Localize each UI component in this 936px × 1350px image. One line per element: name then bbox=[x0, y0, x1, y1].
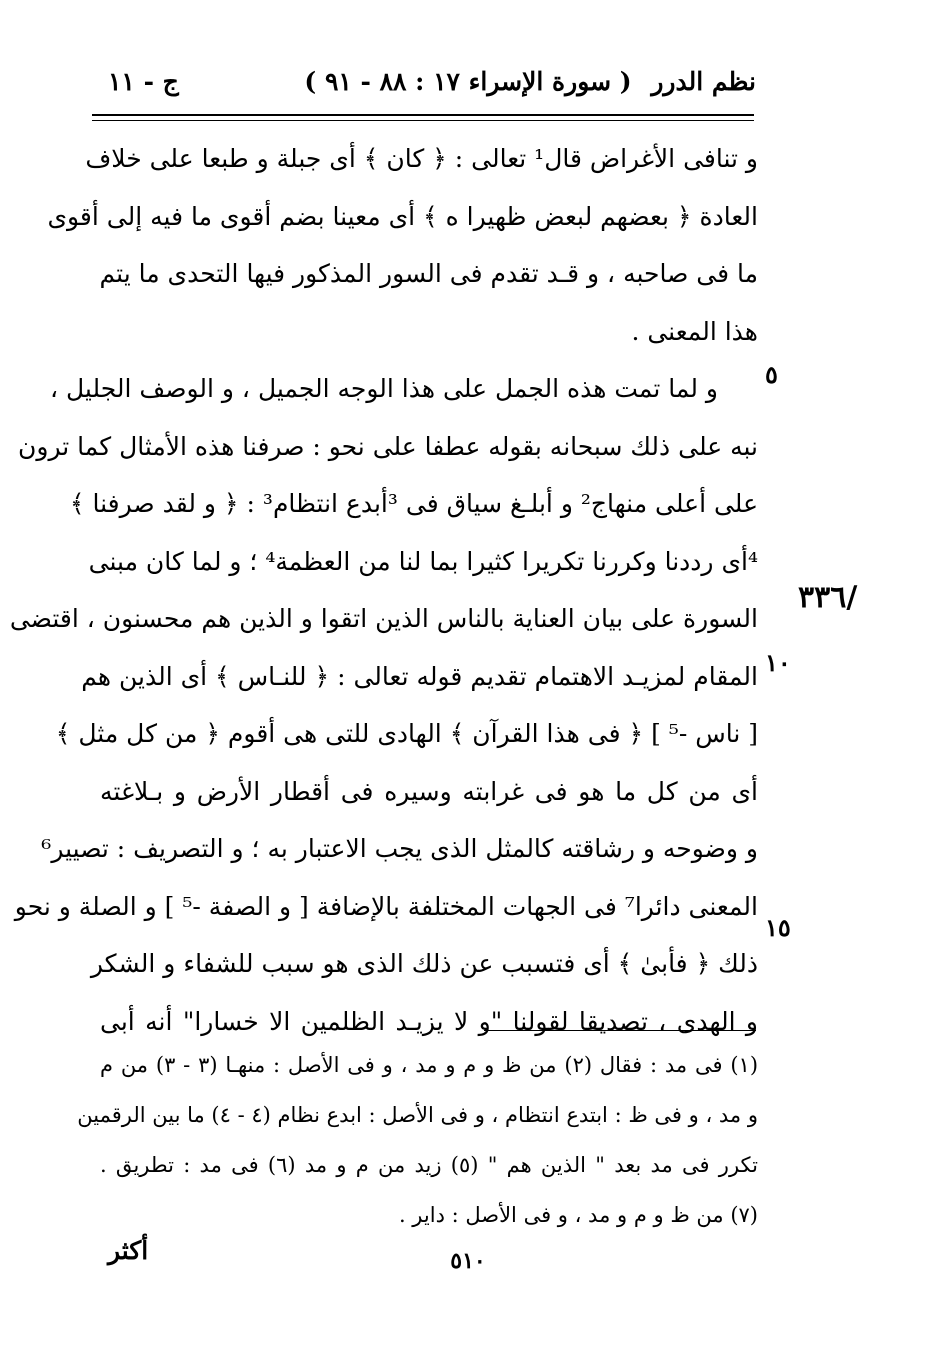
margin-line-number-15: ١٥ bbox=[765, 913, 791, 942]
margin-line-number-5: ٥ bbox=[765, 360, 778, 389]
header-book-title: نظم الدرر bbox=[651, 67, 756, 96]
header-rule-thin bbox=[92, 120, 754, 121]
text-line: و تنافى الأغراض قال¹ تعالى : ﴿ كان ﴾ أى جبلة و طبعا على خلاف bbox=[85, 144, 758, 173]
text-line: ما فى صاحبه ، و قـد تقدم فى السور المذكور فيها التحدى ما يتم bbox=[99, 259, 758, 288]
text-line: و لما تمت هذه الجمل على هذا الوجه الجميل ، و الوصف الجليل ، bbox=[49, 374, 718, 403]
text-line: ⁴أى رددنا وكررنا تكريرا كثيرا بما لنا من العظمة⁴ ؛ و لما كان مبنى bbox=[88, 546, 758, 576]
header-rule-thick bbox=[92, 114, 754, 116]
header-volume: ج - ١١ bbox=[108, 67, 179, 96]
text-line: أى من كل ما هو فى غرابته وسيره فى أقطار الأرض و بـلاغته bbox=[100, 776, 758, 806]
footnote-line: (١) فى مد : فقال (٢) من ظ و م و مد ، و فى الأصل : منهـا (٣ - ٣) من م bbox=[100, 1053, 759, 1077]
text-line: السورة على بيان العناية بالناس الذين اتقوا و الذين هم محسنون ، اقتضى bbox=[9, 604, 758, 633]
text-line: المقام لمزيـد الاهتمام تقديم قوله تعالى : ﴿ للنـاس ﴾ أى الذين هم bbox=[81, 661, 758, 691]
footnotes bbox=[77, 1040, 759, 1240]
margin-line-number-10: ١٠ bbox=[765, 648, 791, 677]
text-line: و الهدى ، تصديقا لقولنا "و لا يزيـد الظلمين الا خسارا" أنه أبى bbox=[100, 1006, 758, 1036]
footnote-line: تكرر فى مد بعد " الذين هم " (٥) زيد من م و مد (٦) فى مد : تطريق . bbox=[100, 1153, 758, 1177]
header-surah-reference: ( سورة الإسراء ١٧ : ٨٨ - ٩١ ) bbox=[304, 67, 632, 96]
text-line: على أعلى منهاج² و أبلـغ سياق فى ³أبدع انتظام³ : ﴿ و لقد صرفنا ﴾ bbox=[69, 489, 758, 518]
text-line: العادة ﴿ بعضهم لبعض ظهيرا ه ﴾ أى معينا بضم أقوى ما فيه إلى أقوى bbox=[47, 201, 758, 231]
text-line: هذا المعنى . bbox=[631, 316, 758, 346]
text-line: و وضوحه و رشاقته كالمثل الذى يجب الاعتبار به ؛ و التصريف : تصيير⁶ bbox=[41, 834, 758, 863]
page-number: ٥١٠ bbox=[450, 1248, 486, 1274]
footnote-separator bbox=[484, 1030, 756, 1031]
footnote-line: و مد ، و فى ظ : ابتدع انتظام ، و فى الأصل : ابدع نظام (٤ - ٤) ما بين الرقمين bbox=[77, 1103, 758, 1127]
footnote-line: (٧) من ظ و م و مد ، و فى الأصل : داير . bbox=[398, 1203, 758, 1227]
text-line: ذلك ﴿ فأبىٰ ﴾ أى فتسبب عن ذلك الذى هو سبب للشفاء و الشكر bbox=[90, 949, 758, 978]
text-line: [ ناس -⁵ ] ﴿ فى هذا القرآن ﴾ الهادى للتى هى أقوم ﴿ من كل مثل ﴾ bbox=[55, 719, 758, 748]
catchword: أكثر bbox=[108, 1236, 149, 1265]
text-line: المعنى دائرا⁷ فى الجهات المختلفة بالإضافة [ و الصفة -⁵ ] و الصلة و نحو bbox=[14, 891, 758, 921]
text-line: نبه على ذلك سبحانه بقوله عطفا على نحو : صرفنا هذه الأمثال كما ترون bbox=[18, 431, 758, 461]
main-text bbox=[9, 130, 758, 1050]
margin-manuscript-page: /٣٣٦ bbox=[798, 580, 858, 615]
